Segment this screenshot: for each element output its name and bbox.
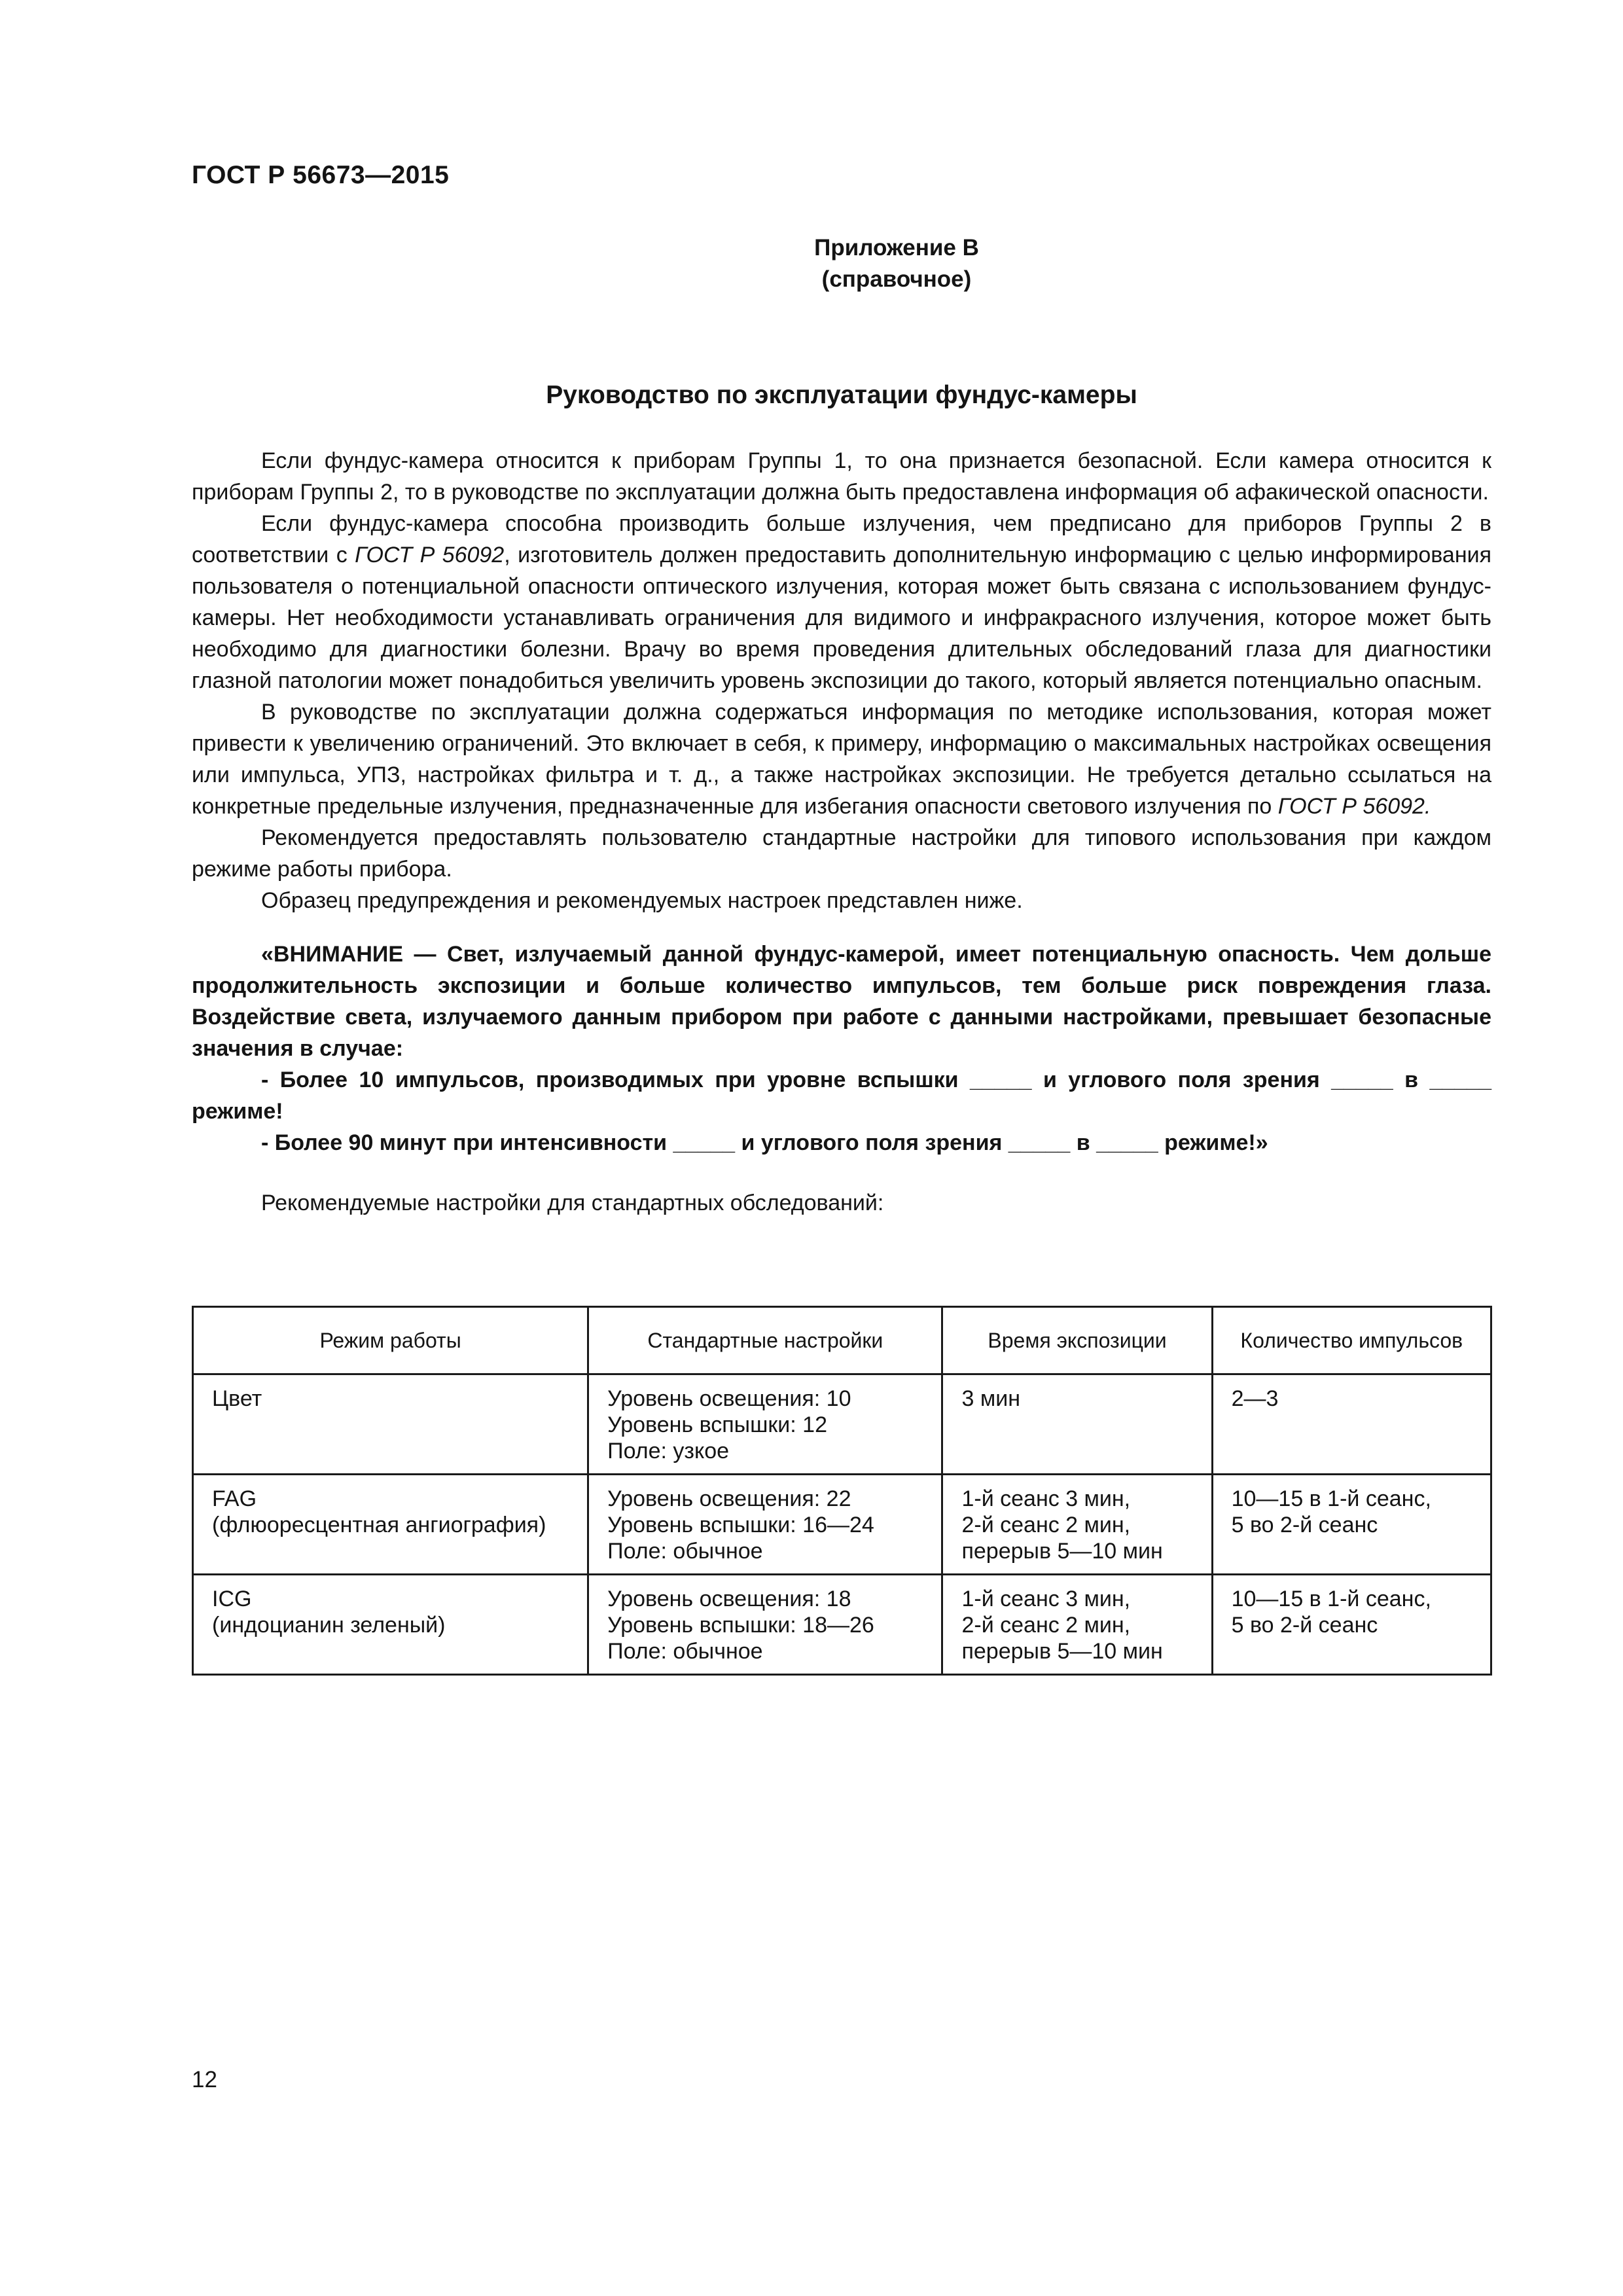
cell-exposure [942, 1575, 1212, 1675]
cell-line: 2-й сеанс 2 мин, [961, 1613, 1131, 1638]
table-row [193, 1575, 1491, 1675]
paragraph-3 [192, 696, 1491, 822]
cell-pulses [1212, 1374, 1491, 1475]
cell-exposure [942, 1374, 1212, 1475]
cell-line: 1-й сеанс 3 мин, [961, 1486, 1131, 1511]
paragraph-3-text: В руководстве по эксплуатации должна содержаться информация по методике использования, которая может привести к увеличению ограничений. Это включает в себя, к примеру, информацию о максимальных настройках освещения или импульса, УПЗ, настройках фильтра и т. д., а также настройках экспозиции. Не требуется детально ссылаться на конкретные предельные излучения, предназначенные для избегания опасности светового излучения по [192, 700, 1491, 819]
page-number: 12 [192, 2067, 217, 2092]
cell-line: (флюоресцентная ангиография) [212, 1513, 546, 1537]
document-title: Руководство по эксплуатации фундус-камеры [546, 381, 1137, 409]
appendix-heading [0, 232, 1623, 295]
appendix-title: Приложение В [814, 235, 979, 260]
appendix-type: (справочное) [821, 266, 972, 292]
cell-pulses [1212, 1575, 1491, 1675]
settings-table [192, 1306, 1492, 1676]
cell-line: перерыв 5—10 мин [961, 1639, 1163, 1664]
cell-line: FAG [212, 1486, 257, 1511]
table-header-row [193, 1307, 1491, 1374]
cell-line: Уровень освещения: 22 [607, 1486, 851, 1511]
cell-line: Поле: обычное [607, 1539, 763, 1564]
cell-line: 10—15 в 1-й сеанс, [1231, 1587, 1431, 1611]
cell-line: Поле: узкое [607, 1439, 730, 1463]
cell-line: Цвет [212, 1386, 262, 1411]
paragraph-4: Рекомендуется предоставлять пользователю стандартные настройки для типового использования при каждом режиме работы прибора. [192, 825, 1491, 882]
cell-line: 1-й сеанс 3 мин, [961, 1587, 1131, 1611]
standard-reference: ГОСТ Р 56092 [355, 543, 505, 567]
table-row [193, 1374, 1491, 1475]
paragraph-5: Образец предупреждения и рекомендуемых настроек представлен ниже. [261, 888, 1023, 913]
cell-line: 2—3 [1231, 1386, 1279, 1411]
column-header-pulses: Количество импульсов [1212, 1307, 1491, 1374]
paragraph-2 [192, 508, 1491, 696]
cell-line: Уровень вспышки: 18—26 [607, 1613, 874, 1638]
column-header-exposure: Время экспозиции [942, 1307, 1212, 1374]
document-body [192, 445, 1491, 1219]
cell-line: ICG [212, 1587, 252, 1611]
warning-text: «ВНИМАНИЕ — Свет, излучаемый данной фундус-камерой, имеет потенциальную опасность. Чем дольше продолжительность экспозиции и больше количество импульсов, тем больше риск повреждения глаза. Воздействие света, излучаемого данным прибором при работе с данными настройками, превышает безопасные значения в случае: [192, 942, 1491, 1061]
column-header-mode: Режим работы [193, 1307, 588, 1374]
cell-exposure [942, 1475, 1212, 1575]
standard-reference: ГОСТ Р 56092. [1277, 794, 1431, 819]
standard-code: ГОСТ Р 56673—2015 [192, 161, 450, 189]
cell-line: (индоцианин зеленый) [212, 1613, 446, 1638]
cell-line: Поле: обычное [607, 1639, 763, 1664]
column-header-settings: Стандартные настройки [588, 1307, 942, 1374]
cell-settings [588, 1575, 942, 1675]
paragraph-1: Если фундус-камера относится к приборам Группы 1, то она признается безопасной. Если камера относится к приборам Группы 2, то в руководстве по эксплуатации должна быть предоставлена информация об афакической опасности. [192, 448, 1491, 505]
cell-pulses [1212, 1475, 1491, 1575]
cell-line: Уровень освещения: 10 [607, 1386, 851, 1411]
cell-line: 5 во 2-й сеанс [1231, 1613, 1378, 1638]
cell-line: 10—15 в 1-й сеанс, [1231, 1486, 1431, 1511]
table-row [193, 1475, 1491, 1575]
cell-line: Уровень вспышки: 12 [607, 1412, 827, 1437]
cell-line: 5 во 2-й сеанс [1231, 1513, 1378, 1537]
paragraph-2-text-a: Если фундус-камера способна производить больше излучения, чем предписано для приборов Группы 2 в соответствии с [192, 511, 1491, 567]
cell-mode [193, 1374, 588, 1475]
table-caption: Рекомендуемые настройки для стандартных обследований: [261, 1191, 884, 1215]
warning-item-1: - Более 10 импульсов, производимых при уровне вспышки _____ и углового поля зрения _____ в _____ режиме! [192, 1067, 1491, 1124]
cell-settings [588, 1475, 942, 1575]
warning-item-2: - Более 90 минут при интенсивности _____ и углового поля зрения _____ в _____ режиме!» [261, 1130, 1268, 1155]
cell-line: 2-й сеанс 2 мин, [961, 1513, 1131, 1537]
paragraph-2-text-b: , изготовитель должен предоставить дополнительную информацию с целью информирования пользователя о потенциальной опасности оптического излучения, которая может быть связана с использованием фундус-камеры. Нет необходимости устанавливать ограничения для видимого и инфракрасного излучения, которое может быть необходимо для диагностики болезни. Врачу во время проведения длительных обследований глаза для диагностики глазной патологии может понадобиться увеличить уровень экспозиции до такого, который является потенциально опасным. [192, 543, 1492, 693]
cell-mode [193, 1475, 588, 1575]
cell-line: 3 мин [961, 1386, 1020, 1411]
cell-line: Уровень вспышки: 16—24 [607, 1513, 874, 1537]
cell-mode [193, 1575, 588, 1675]
cell-line: Уровень освещения: 18 [607, 1587, 851, 1611]
cell-settings [588, 1374, 942, 1475]
cell-line: перерыв 5—10 мин [961, 1539, 1163, 1564]
